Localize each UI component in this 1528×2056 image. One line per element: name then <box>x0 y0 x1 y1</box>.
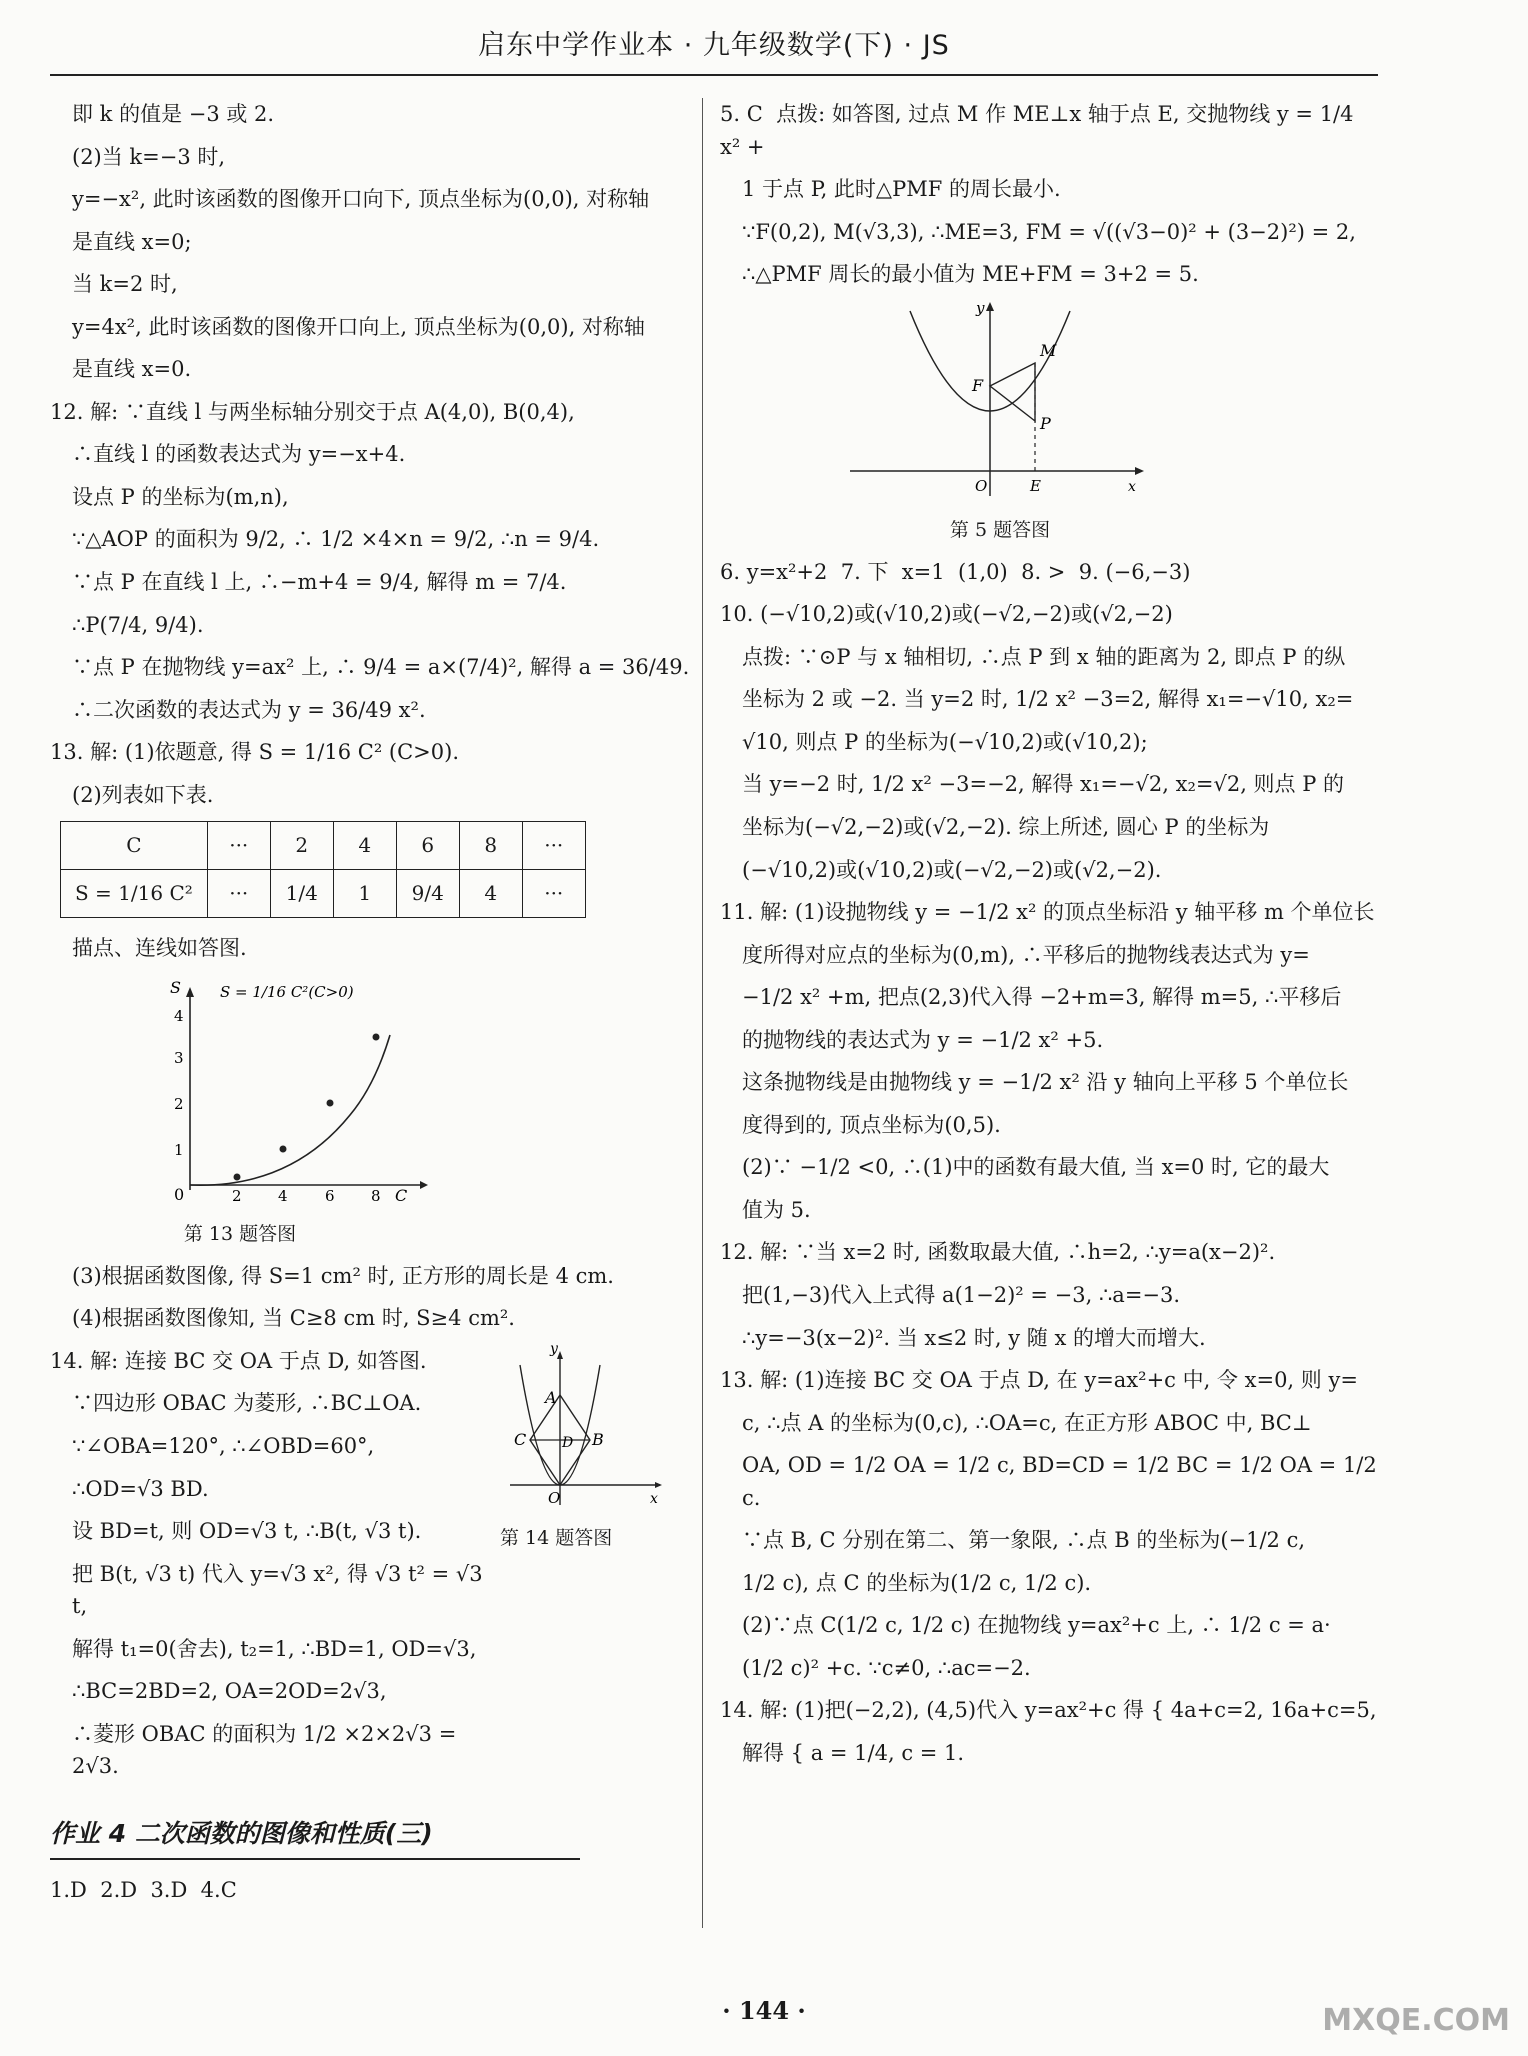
q14-right-line: 解得 { a = 1/4, c = 1. <box>742 1741 965 1766</box>
table-cell: 2 <box>270 822 333 870</box>
q12-line: ∴直线 l 的函数表达式为 y=−x+4. <box>72 442 406 467</box>
q5-line: ∴△PMF 周长的最小值为 ME+FM = 3+2 = 5. <box>742 262 1199 287</box>
page-header <box>50 18 1378 76</box>
q13-right-line: (1/2 c)² +c. ∵c≠0, ∴ac=−2. <box>742 1655 1031 1680</box>
text-line: 是直线 x=0; <box>72 229 192 254</box>
q12-line: 12. 解: ∵直线 l 与两坐标轴分别交于点 A(4,0), B(0,4), <box>50 399 575 424</box>
svg-text:0: 0 <box>174 1184 185 1204</box>
svg-text:2: 2 <box>174 1094 184 1113</box>
section-title: 作业 4 二次函数的图像和性质(三) <box>50 1815 580 1860</box>
svg-text:x: x <box>1128 478 1136 495</box>
table-cell: 6 <box>396 822 459 870</box>
table-cell: C <box>61 822 208 870</box>
q12-line: ∴P(7/4, 9/4). <box>72 612 204 637</box>
q6-line: 6. y=x²+2 7. 下 x=1 (1,0) 8. > 9. (−6,−3) <box>720 559 1191 584</box>
left-column <box>50 98 710 1916</box>
q13-right-line: 1/2 c), 点 C 的坐标为(1/2 c, 1/2 c). <box>742 1570 1092 1595</box>
q10-line: 当 y=−2 时, 1/2 x² −3=−2, 解得 x₁=−√2, x₂=√2, 则点 P 的 <box>742 772 1345 797</box>
table-cell: 1 <box>333 870 396 918</box>
watermark-logo: MXQE.COM <box>1322 2002 1510 2038</box>
q12-line: ∵点 P 在抛物线 y=ax² 上, ∴ 9/4 = a×(7/4)², 解得 a = 36/49. <box>72 655 690 680</box>
q11-line: 这条抛物线是由抛物线 y = −1/2 x² 沿 y 轴向上平移 5 个单位长 <box>742 1070 1349 1095</box>
q13-line: (3)根据函数图像, 得 S=1 cm² 时, 正方形的周长是 4 cm. <box>72 1263 614 1288</box>
figure-5-caption: 第 5 题答图 <box>949 519 1051 542</box>
svg-text:F: F <box>972 375 984 395</box>
answers-line: 1.D 2.D 3.D 4.C <box>50 1877 237 1902</box>
table-cell: ··· <box>522 822 585 870</box>
header-title: 启东中学作业本 · 九年级数学(下) · JS <box>478 30 950 61</box>
text-line: (2)当 k=−3 时, <box>72 144 226 169</box>
table-cell: 8 <box>459 822 522 870</box>
q10-line: 10. (−√10,2)或(√10,2)或(−√2,−2)或(√2,−2) <box>720 602 1173 627</box>
q14-line: 解得 t₁=0(舍去), t₂=1, ∴BD=1, OD=√3, <box>72 1636 477 1661</box>
q14-line: 14. 解: 连接 BC 交 OA 于点 D, 如答图. <box>50 1348 427 1373</box>
table-cell: S = 1/16 C² <box>61 870 208 918</box>
svg-text:2: 2 <box>232 1186 242 1205</box>
svg-text:O: O <box>548 1488 561 1507</box>
q10-line: (−√10,2)或(√10,2)或(−√2,−2)或(√2,−2). <box>742 857 1162 882</box>
q10-line: 点拨: ∵⊙P 与 x 轴相切, ∴点 P 到 x 轴的距离为 2, 即点 P 的纵 <box>742 644 1346 669</box>
figure-5 <box>720 301 1380 511</box>
q14-block <box>50 1345 710 1793</box>
svg-text:M: M <box>1040 340 1057 360</box>
table-cell: ··· <box>207 822 270 870</box>
q14-line: 设 BD=t, 则 OD=√3 t, ∴B(t, √3 t). <box>72 1519 422 1544</box>
svg-text:A: A <box>545 1387 557 1407</box>
q13-line: 描点、连线如答图. <box>72 936 247 961</box>
svg-text:6: 6 <box>325 1186 335 1205</box>
q14-line: ∴菱形 OBAC 的面积为 1/2 ×2×2√3 = 2√3. <box>72 1721 463 1779</box>
table-cell: ··· <box>207 870 270 918</box>
svg-text:O: O <box>975 476 988 495</box>
table-cell: 4 <box>333 822 396 870</box>
q13-right-line: (2)∵点 C(1/2 c, 1/2 c) 在抛物线 y=ax²+c 上, ∴ 1/2 c = a· <box>742 1613 1331 1638</box>
table-cell: 9/4 <box>396 870 459 918</box>
q14-line: ∴BC=2BD=2, OA=2OD=2√3, <box>72 1679 387 1704</box>
svg-text:4: 4 <box>174 1006 184 1025</box>
q11-line: (2)∵ −1/2 <0, ∴(1)中的函数有最大值, 当 x=0 时, 它的最大 <box>742 1155 1330 1180</box>
table-cell: ··· <box>522 870 585 918</box>
right-column <box>720 98 1384 1780</box>
figure-14-caption: 第 14 题答图 <box>500 1527 613 1550</box>
q10-line: 坐标为(−√2,−2)或(√2,−2). 综上所述, 圆心 P 的坐标为 <box>742 815 1270 839</box>
table-cell: 1/4 <box>270 870 333 918</box>
q12-right-line: 把(1,−3)代入上式得 a(1−2)² = −3, ∴a=−3. <box>742 1283 1181 1308</box>
page-number: · 144 · <box>722 1996 806 2025</box>
q5-line: ∵F(0,2), M(√3,3), ∴ME=3, FM = √((√3−0)² + (3−2)²) = 2, <box>742 219 1356 244</box>
svg-text:y: y <box>976 300 985 317</box>
svg-text:B: B <box>592 1429 604 1449</box>
q13-right-line: OA, OD = 1/2 OA = 1/2 c, BD=CD = 1/2 BC = 1/2 OA = 1/2 c. <box>742 1453 1384 1510</box>
svg-text:E: E <box>1030 476 1041 495</box>
figure-13-caption: 第 13 题答图 <box>183 1223 297 1246</box>
figure-5-graph <box>850 301 1150 501</box>
table-cell: 4 <box>459 870 522 918</box>
q14-line: ∴OD=√3 BD. <box>72 1476 209 1501</box>
svg-text:4: 4 <box>278 1186 288 1205</box>
q12-line: ∵△AOP 的面积为 9/2, ∴ 1/2 ×4×n = 9/2, ∴n = 9/4. <box>72 527 600 552</box>
value-table <box>60 821 586 918</box>
q10-line: 坐标为 2 或 −2. 当 y=2 时, 1/2 x² −3=2, 解得 x₁=−√10, x₂= <box>742 687 1354 712</box>
q14-line: ∵∠OBA=120°, ∴∠OBD=60°, <box>72 1434 375 1459</box>
svg-text:8: 8 <box>371 1186 381 1205</box>
text-line: 是直线 x=0. <box>72 357 192 382</box>
q14-line: ∵四边形 OBAC 为菱形, ∴BC⊥OA. <box>72 1391 422 1416</box>
svg-text:3: 3 <box>174 1048 184 1067</box>
svg-text:C: C <box>395 1185 408 1205</box>
q14-right-line: 14. 解: (1)把(−2,2), (4,5)代入 y=ax²+c 得 { 4a+c=2, 16a+c=5, <box>720 1698 1377 1723</box>
text-line: y=−x², 此时该函数的图像开口向下, 顶点坐标为(0,0), 对称轴 <box>72 187 650 212</box>
q13-right-line: c, ∴点 A 的坐标为(0,c), ∴OA=c, 在正方形 ABOC 中, BC⊥ <box>742 1410 1312 1435</box>
q11-line: 的抛物线的表达式为 y = −1/2 x² +5. <box>742 1027 1104 1052</box>
q5-line: 1 于点 P, 此时△PMF 的周长最小. <box>742 177 1061 202</box>
q13-line: (2)列表如下表. <box>72 782 214 807</box>
figure-13 <box>50 975 710 1215</box>
svg-text:S: S <box>170 977 181 997</box>
q13-right-line: ∵点 B, C 分别在第二、第一象限, ∴点 B 的坐标为(−1/2 c, <box>742 1528 1306 1553</box>
figure-13-label: S = 1/16 C²(C>0) <box>220 982 354 1001</box>
q12-line: 设点 P 的坐标为(m,n), <box>72 484 289 509</box>
q11-line: 值为 5. <box>742 1197 811 1222</box>
figure-13-graph <box>170 975 430 1205</box>
figure-14 <box>490 1345 700 1793</box>
q13-right-line: 13. 解: (1)连接 BC 交 OA 于点 D, 在 y=ax²+c 中, 令 x=0, 则 y= <box>720 1368 1358 1393</box>
q13-line: (4)根据函数图像知, 当 C≥8 cm 时, S≥4 cm². <box>72 1306 515 1331</box>
q11-line: 11. 解: (1)设抛物线 y = −1/2 x² 的顶点坐标沿 y 轴平移 m 个单位长 <box>720 900 1375 925</box>
q10-line: √10, 则点 P 的坐标为(−√10,2)或(√10,2); <box>742 729 1148 754</box>
q12-right-line: ∴y=−3(x−2)². 当 x≤2 时, y 随 x 的增大而增大. <box>742 1325 1206 1350</box>
text-line: 当 k=2 时, <box>72 272 178 297</box>
q12-line: ∵点 P 在直线 l 上, ∴−m+4 = 9/4, 解得 m = 7/4. <box>72 570 567 595</box>
svg-text:x: x <box>650 1490 658 1507</box>
q14-text <box>50 1345 490 1793</box>
table-row <box>61 822 586 870</box>
q5-line: 5. C 点拨: 如答图, 过点 M 作 ME⊥x 轴于点 E, 交抛物线 y = 1/4 x² + <box>720 102 1361 159</box>
q13-line: 13. 解: (1)依题意, 得 S = 1/16 C² (C>0). <box>50 740 460 765</box>
svg-text:P: P <box>1040 413 1051 433</box>
q11-line: −1/2 x² +m, 把点(2,3)代入得 −2+m=3, 解得 m=5, ∴平移后 <box>742 985 1342 1010</box>
svg-text:y: y <box>550 1344 558 1357</box>
q12-line: ∴二次函数的表达式为 y = 36/49 x². <box>72 697 426 722</box>
text-line: 即 k 的值是 −3 或 2. <box>72 102 275 126</box>
svg-text:D: D <box>562 1434 574 1451</box>
q14-line: 把 B(t, √3 t) 代入 y=√3 x², 得 √3 t² = √3 t, <box>72 1561 490 1619</box>
q12-right-line: 12. 解: ∵当 x=2 时, 函数取最大值, ∴h=2, ∴y=a(x−2)². <box>720 1240 1276 1265</box>
text-line: y=4x², 此时该函数的图像开口向上, 顶点坐标为(0,0), 对称轴 <box>72 314 645 339</box>
q11-line: 度得到的, 顶点坐标为(0,5). <box>742 1112 1001 1137</box>
table-row <box>61 870 586 918</box>
q11-line: 度所得对应点的坐标为(0,m), ∴平移后的抛物线表达式为 y= <box>742 942 1310 967</box>
figure-14-graph <box>500 1345 670 1515</box>
svg-text:1: 1 <box>174 1140 184 1159</box>
svg-text:C: C <box>514 1429 527 1449</box>
